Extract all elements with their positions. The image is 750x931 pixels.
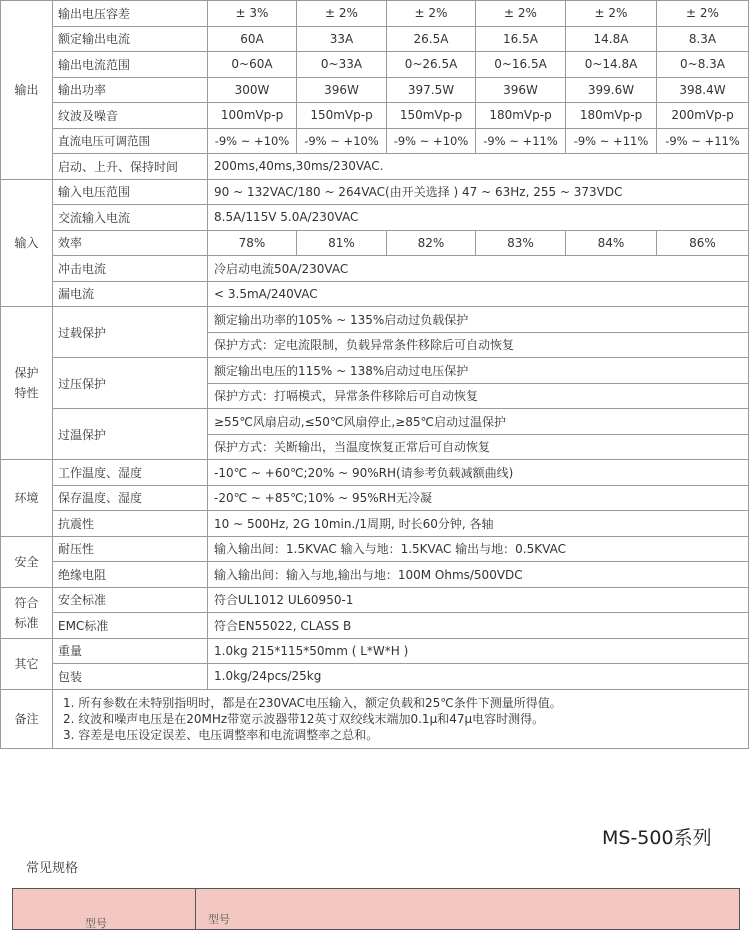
notes-cell xyxy=(53,689,749,748)
row-label: 直流电压可调范围 xyxy=(53,128,208,154)
table-row xyxy=(1,26,749,52)
cell: 84% xyxy=(566,230,657,256)
cell: 1.0kg 215*115*50mm ( L*W*H ) xyxy=(208,638,749,664)
table-row xyxy=(1,638,749,664)
cell: 81% xyxy=(297,230,387,256)
series-title: MS-500系列 xyxy=(602,827,712,849)
row-label: 安全标准 xyxy=(53,587,208,613)
cell: 180mVp-p xyxy=(476,103,566,129)
row-label: 启动、上升、保持时间 xyxy=(53,154,208,180)
cell: -9% ~ +10% xyxy=(387,128,476,154)
column-divider xyxy=(195,889,196,929)
cell: 180mVp-p xyxy=(566,103,657,129)
note-line: 1. 所有参数在未特别指明时，都是在230VAC电压输入，额定负载和25℃条件下测量所得值。 xyxy=(63,695,562,710)
cell: 保护方式：打嗝模式，异常条件移除后可自动恢复 xyxy=(208,383,749,409)
table-row xyxy=(1,230,749,256)
row-label: 过压保护 xyxy=(53,358,208,409)
note-line: 2. 纹波和噪声电压是在20MHz带宽示波器带12英寸双绞线末端加0.1μ和47μ电容时测得。 xyxy=(63,711,545,726)
table-row xyxy=(1,205,749,231)
row-label: 抗震性 xyxy=(53,511,208,537)
table-row xyxy=(1,409,749,435)
row-label: 包装 xyxy=(53,664,208,690)
cell: 0~16.5A xyxy=(476,52,566,78)
cell: -9% ~ +10% xyxy=(297,128,387,154)
cell: 83% xyxy=(476,230,566,256)
table-row xyxy=(1,485,749,511)
cell: -9% ~ +11% xyxy=(566,128,657,154)
cell: 200mVp-p xyxy=(657,103,749,129)
cell: ± 2% xyxy=(566,1,657,27)
cell: 150mVp-p xyxy=(297,103,387,129)
row-label: EMC标准 xyxy=(53,613,208,639)
table-row xyxy=(1,511,749,537)
row-label: 输入电压范围 xyxy=(53,179,208,205)
cell: 90 ~ 132VAC/180 ~ 264VAC(由开关选择 ) 47 ~ 63Hz, 255 ~ 373VDC xyxy=(208,179,749,205)
table-row xyxy=(1,179,749,205)
cell: -10℃ ~ +60℃;20% ~ 90%RH(请参考负载减额曲线) xyxy=(208,460,749,486)
table-row xyxy=(1,154,749,180)
row-label: 耐压性 xyxy=(53,536,208,562)
cell: 0~60A xyxy=(208,52,297,78)
cell: 399.6W xyxy=(566,77,657,103)
table-row xyxy=(1,256,749,282)
section-safety: 安全 xyxy=(1,536,53,587)
cell: 14.8A xyxy=(566,26,657,52)
model-table-header xyxy=(12,888,740,930)
cell: < 3.5mA/240VAC xyxy=(208,281,749,307)
cell: 16.5A xyxy=(476,26,566,52)
cell: ± 2% xyxy=(297,1,387,27)
table-row xyxy=(1,689,749,748)
cell: 输入输出间：1.5KVAC 输入与地：1.5KVAC 输出与地：0.5KVAC xyxy=(208,536,749,562)
cell: 397.5W xyxy=(387,77,476,103)
cell: -9% ~ +11% xyxy=(657,128,749,154)
cell: ± 2% xyxy=(476,1,566,27)
row-label: 绝缘电阻 xyxy=(53,562,208,588)
row-label: 工作温度、湿度 xyxy=(53,460,208,486)
cell: 额定输出功率的105% ~ 135%启动过负载保护 xyxy=(208,307,749,333)
cell: 60A xyxy=(208,26,297,52)
cell: 保护方式：关断输出，当温度恢复正常后可自动恢复 xyxy=(208,434,749,460)
table-row xyxy=(1,460,749,486)
table-row xyxy=(1,103,749,129)
cell: 1.0kg/24pcs/25kg xyxy=(208,664,749,690)
cell: ± 2% xyxy=(387,1,476,27)
section-output: 输出 xyxy=(1,1,53,180)
cell: ± 2% xyxy=(657,1,749,27)
table-row xyxy=(1,307,749,333)
cell: 额定输出电压的115% ~ 138%启动过电压保护 xyxy=(208,358,749,384)
row-label: 额定输出电流 xyxy=(53,26,208,52)
cell: 8.3A xyxy=(657,26,749,52)
model-header-right: 型号 xyxy=(208,913,230,926)
section-environment: 环境 xyxy=(1,460,53,537)
cell: 保护方式：定电流限制，负载异常条件移除后可自动恢复 xyxy=(208,332,749,358)
cell: 78% xyxy=(208,230,297,256)
cell: 398.4W xyxy=(657,77,749,103)
cell: ≥55℃风扇启动,≤50℃风扇停止,≥85℃启动过温保护 xyxy=(208,409,749,435)
cell: 82% xyxy=(387,230,476,256)
row-label: 过载保护 xyxy=(53,307,208,358)
cell: 150mVp-p xyxy=(387,103,476,129)
table-row xyxy=(1,358,749,384)
cell: 输入输出间：输入与地,输出与地：100M Ohms/500VDC xyxy=(208,562,749,588)
section-other: 其它 xyxy=(1,638,53,689)
cell: 符合UL1012 UL60950-1 xyxy=(208,587,749,613)
table-row xyxy=(1,52,749,78)
cell: 0~8.3A xyxy=(657,52,749,78)
cell: 396W xyxy=(297,77,387,103)
common-spec-heading: 常见规格 xyxy=(26,861,79,876)
cell: ± 3% xyxy=(208,1,297,27)
cell: -9% ~ +11% xyxy=(476,128,566,154)
table-row xyxy=(1,536,749,562)
cell: 0~26.5A xyxy=(387,52,476,78)
table-row xyxy=(1,128,749,154)
cell: 200ms,40ms,30ms/230VAC. xyxy=(208,154,749,180)
cell: 300W xyxy=(208,77,297,103)
row-label: 输出功率 xyxy=(53,77,208,103)
row-label: 输出电流范围 xyxy=(53,52,208,78)
cell: 冷启动电流50A/230VAC xyxy=(208,256,749,282)
row-label: 输出电压容差 xyxy=(53,1,208,27)
row-label: 重量 xyxy=(53,638,208,664)
cell: -20℃ ~ +85℃;10% ~ 95%RH无冷凝 xyxy=(208,485,749,511)
table-row xyxy=(1,613,749,639)
section-standard: 符合 标准 xyxy=(1,587,53,638)
section-protection: 保护 特性 xyxy=(1,307,53,460)
cell: 396W xyxy=(476,77,566,103)
table-row xyxy=(1,77,749,103)
note-line: 3. 容差是电压设定误差、电压调整率和电流调整率之总和。 xyxy=(63,727,379,742)
cell: 33A xyxy=(297,26,387,52)
cell: 26.5A xyxy=(387,26,476,52)
row-label: 冲击电流 xyxy=(53,256,208,282)
row-label: 过温保护 xyxy=(53,409,208,460)
row-label: 保存温度、湿度 xyxy=(53,485,208,511)
table-row xyxy=(1,562,749,588)
cell: 100mVp-p xyxy=(208,103,297,129)
row-label: 漏电流 xyxy=(53,281,208,307)
table-row xyxy=(1,587,749,613)
table-row xyxy=(1,664,749,690)
cell: 8.5A/115V 5.0A/230VAC xyxy=(208,205,749,231)
cell: 符合EN55022, CLASS B xyxy=(208,613,749,639)
cell: 86% xyxy=(657,230,749,256)
table-row xyxy=(1,1,749,27)
cell: -9% ~ +10% xyxy=(208,128,297,154)
model-header-left: 型号 xyxy=(85,917,107,930)
row-label: 效率 xyxy=(53,230,208,256)
cell: 10 ~ 500Hz, 2G 10min./1周期, 时长60分钟, 各轴 xyxy=(208,511,749,537)
cell: 0~33A xyxy=(297,52,387,78)
row-label: 纹波及噪音 xyxy=(53,103,208,129)
cell: 0~14.8A xyxy=(566,52,657,78)
row-label: 交流输入电流 xyxy=(53,205,208,231)
section-notes: 备注 xyxy=(1,689,53,748)
section-input: 输入 xyxy=(1,179,53,307)
table-row xyxy=(1,281,749,307)
